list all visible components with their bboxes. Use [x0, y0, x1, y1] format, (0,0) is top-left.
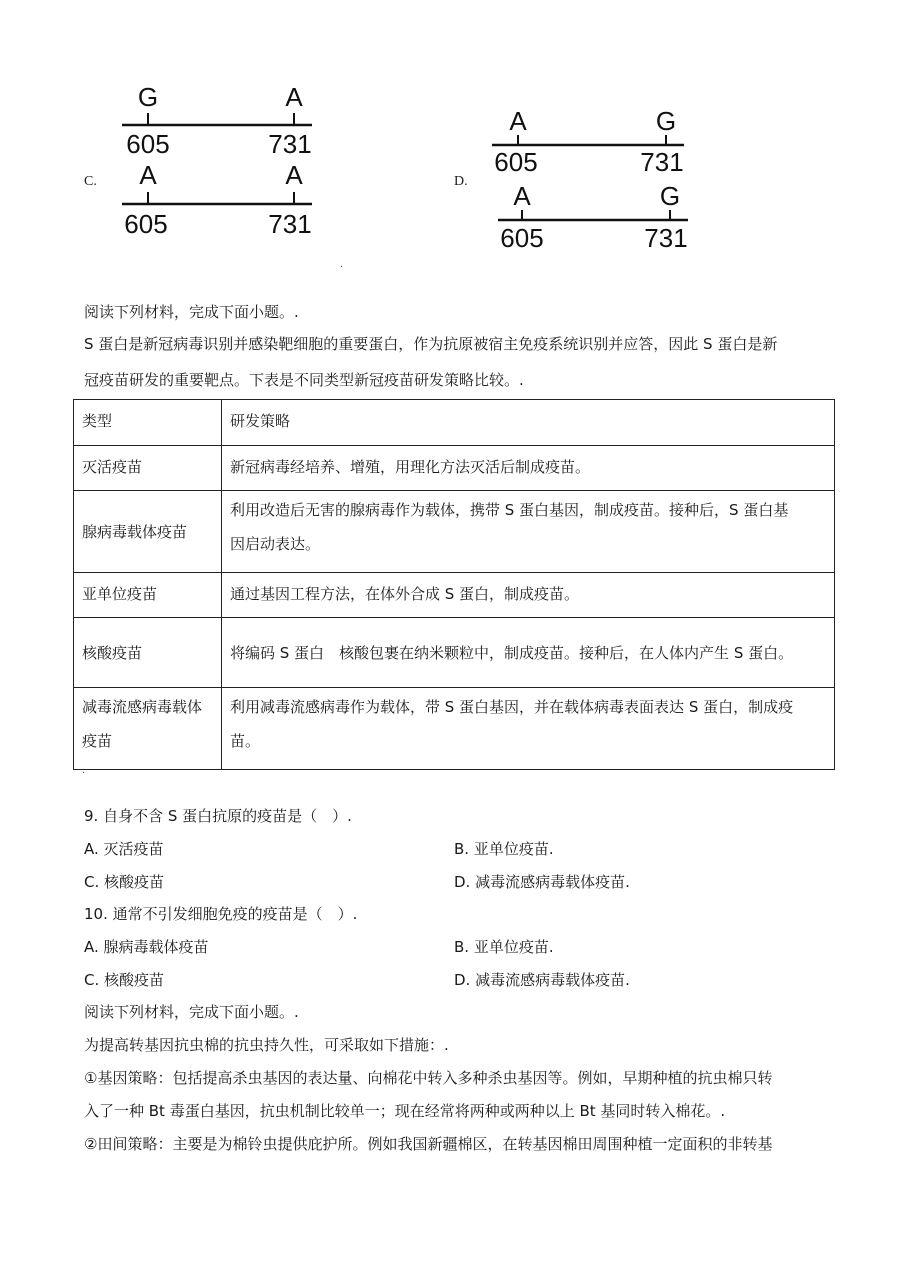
- c-bottom-left-base: A: [139, 160, 157, 190]
- row-type: [74, 688, 222, 770]
- table-header-row: [74, 400, 835, 446]
- row-type: 灭活疫苗: [74, 446, 222, 491]
- material1-line2: 冠疫苗研发的重要靶点。下表是不同类型新冠疫苗研发策略比较。.: [84, 371, 524, 389]
- row-strategy-line: 因启动表达。: [230, 535, 321, 553]
- q9-stem: 9. 自身不含 S 蛋白抗原的疫苗是（ ）.: [84, 807, 352, 825]
- c-top-left-pos: 605: [126, 129, 170, 159]
- q10-stem: 10. 通常不引发细胞免疫的疫苗是（ ）.: [84, 905, 358, 923]
- option-c-label: C.: [84, 174, 97, 189]
- material2-line2: ①基因策略：包括提高杀虫基因的表达量、向棉花中转入多种杀虫基因等。例如，早期种植的抗虫棉只转: [84, 1069, 773, 1087]
- row-strategy: [222, 688, 835, 770]
- d-bottom-left-base: A: [513, 181, 531, 211]
- material2-line4: ②田间策略：主要是为棉铃虫提供庇护所。例如我国新疆棉区，在转基因棉田周围种植一定面积的非转基: [84, 1135, 773, 1153]
- option-d-diagram: [488, 104, 698, 258]
- row-type-line: 减毒流感病毒载体: [82, 698, 203, 716]
- row-strategy: [222, 491, 835, 573]
- paragraph-mark: ·: [82, 768, 86, 779]
- row-strategy-line: 利用减毒流感病毒作为载体，带 S 蛋白基因，并在载体病毒表面表达 S 蛋白，制成疫: [230, 698, 794, 716]
- q9-option-a[interactable]: A. 灭活疫苗: [84, 840, 164, 858]
- paragraph-mark: ·: [340, 262, 344, 273]
- option-d-label: D.: [454, 174, 468, 189]
- c-top-right-pos: 731: [268, 129, 312, 159]
- material1-intro: 阅读下列材料，完成下面小题。.: [84, 303, 299, 321]
- table-row: [74, 688, 835, 770]
- q10-option-d[interactable]: D. 减毒流感病毒载体疫苗.: [454, 971, 630, 989]
- option-c-diagram: [118, 80, 318, 246]
- header-type: 类型: [74, 400, 222, 446]
- row-type: 腺病毒载体疫苗: [74, 491, 222, 573]
- d-top-left-base: A: [509, 106, 527, 136]
- header-strategy: 研发策略: [222, 400, 835, 446]
- c-bottom-right-base: A: [285, 160, 303, 190]
- q9-option-d[interactable]: D. 减毒流感病毒载体疫苗.: [454, 873, 630, 891]
- table-row: [74, 573, 835, 618]
- table-row: [74, 446, 835, 491]
- q9-option-c[interactable]: C. 核酸疫苗: [84, 873, 165, 891]
- table-row: [74, 618, 835, 688]
- material1-line1: S 蛋白是新冠病毒识别并感染靶细胞的重要蛋白，作为抗原被宿主免疫系统识别并应答，因此 S 蛋白是新: [84, 335, 778, 353]
- c-bottom-right-pos: 731: [268, 209, 312, 239]
- row-type-line: 疫苗: [82, 732, 113, 750]
- d-bottom-left-pos: 605: [500, 223, 544, 253]
- row-type: 核酸疫苗: [74, 618, 222, 688]
- c-top-right-base: A: [285, 82, 303, 112]
- row-type: 亚单位疫苗: [74, 573, 222, 618]
- material2-intro: 阅读下列材料，完成下面小题。.: [84, 1003, 299, 1021]
- material2-line3: 入了一种 Bt 毒蛋白基因，抗虫机制比较单一；现在经常将两种或两种以上 Bt 基同时转入棉花。.: [84, 1102, 726, 1120]
- c-top-left-base: G: [137, 82, 159, 112]
- q10-option-a[interactable]: A. 腺病毒载体疫苗: [84, 938, 209, 956]
- material2-line1: 为提高转基因抗虫棉的抗虫持久性，可采取如下措施：.: [84, 1036, 449, 1054]
- table-row: [74, 491, 835, 573]
- q10-option-b[interactable]: B. 亚单位疫苗.: [454, 938, 554, 956]
- q9-option-b[interactable]: B. 亚单位疫苗.: [454, 840, 554, 858]
- c-bottom-left-pos: 605: [124, 209, 168, 239]
- row-strategy-line: 苗。: [230, 732, 261, 750]
- d-top-left-pos: 605: [494, 147, 538, 177]
- d-bottom-right-pos: 731: [644, 223, 688, 253]
- d-bottom-right-base: G: [659, 181, 681, 211]
- q10-option-c[interactable]: C. 核酸疫苗: [84, 971, 165, 989]
- d-top-right-pos: 731: [640, 147, 684, 177]
- row-strategy: 通过基因工程方法，在体外合成 S 蛋白，制成疫苗。: [222, 573, 835, 618]
- row-strategy: 新冠病毒经培养、增殖，用理化方法灭活后制成疫苗。: [222, 446, 835, 491]
- row-strategy-line: 利用改造后无害的腺病毒作为载体，携带 S 蛋白基因，制成疫苗。接种后，S 蛋白基: [230, 501, 789, 519]
- row-strategy: 将编码 S 蛋白 核酸包裹在纳米颗粒中，制成疫苗。接种后，在人体内产生 S 蛋白。: [222, 618, 835, 688]
- vaccine-strategy-table: [73, 399, 835, 770]
- d-top-right-base: G: [655, 106, 677, 136]
